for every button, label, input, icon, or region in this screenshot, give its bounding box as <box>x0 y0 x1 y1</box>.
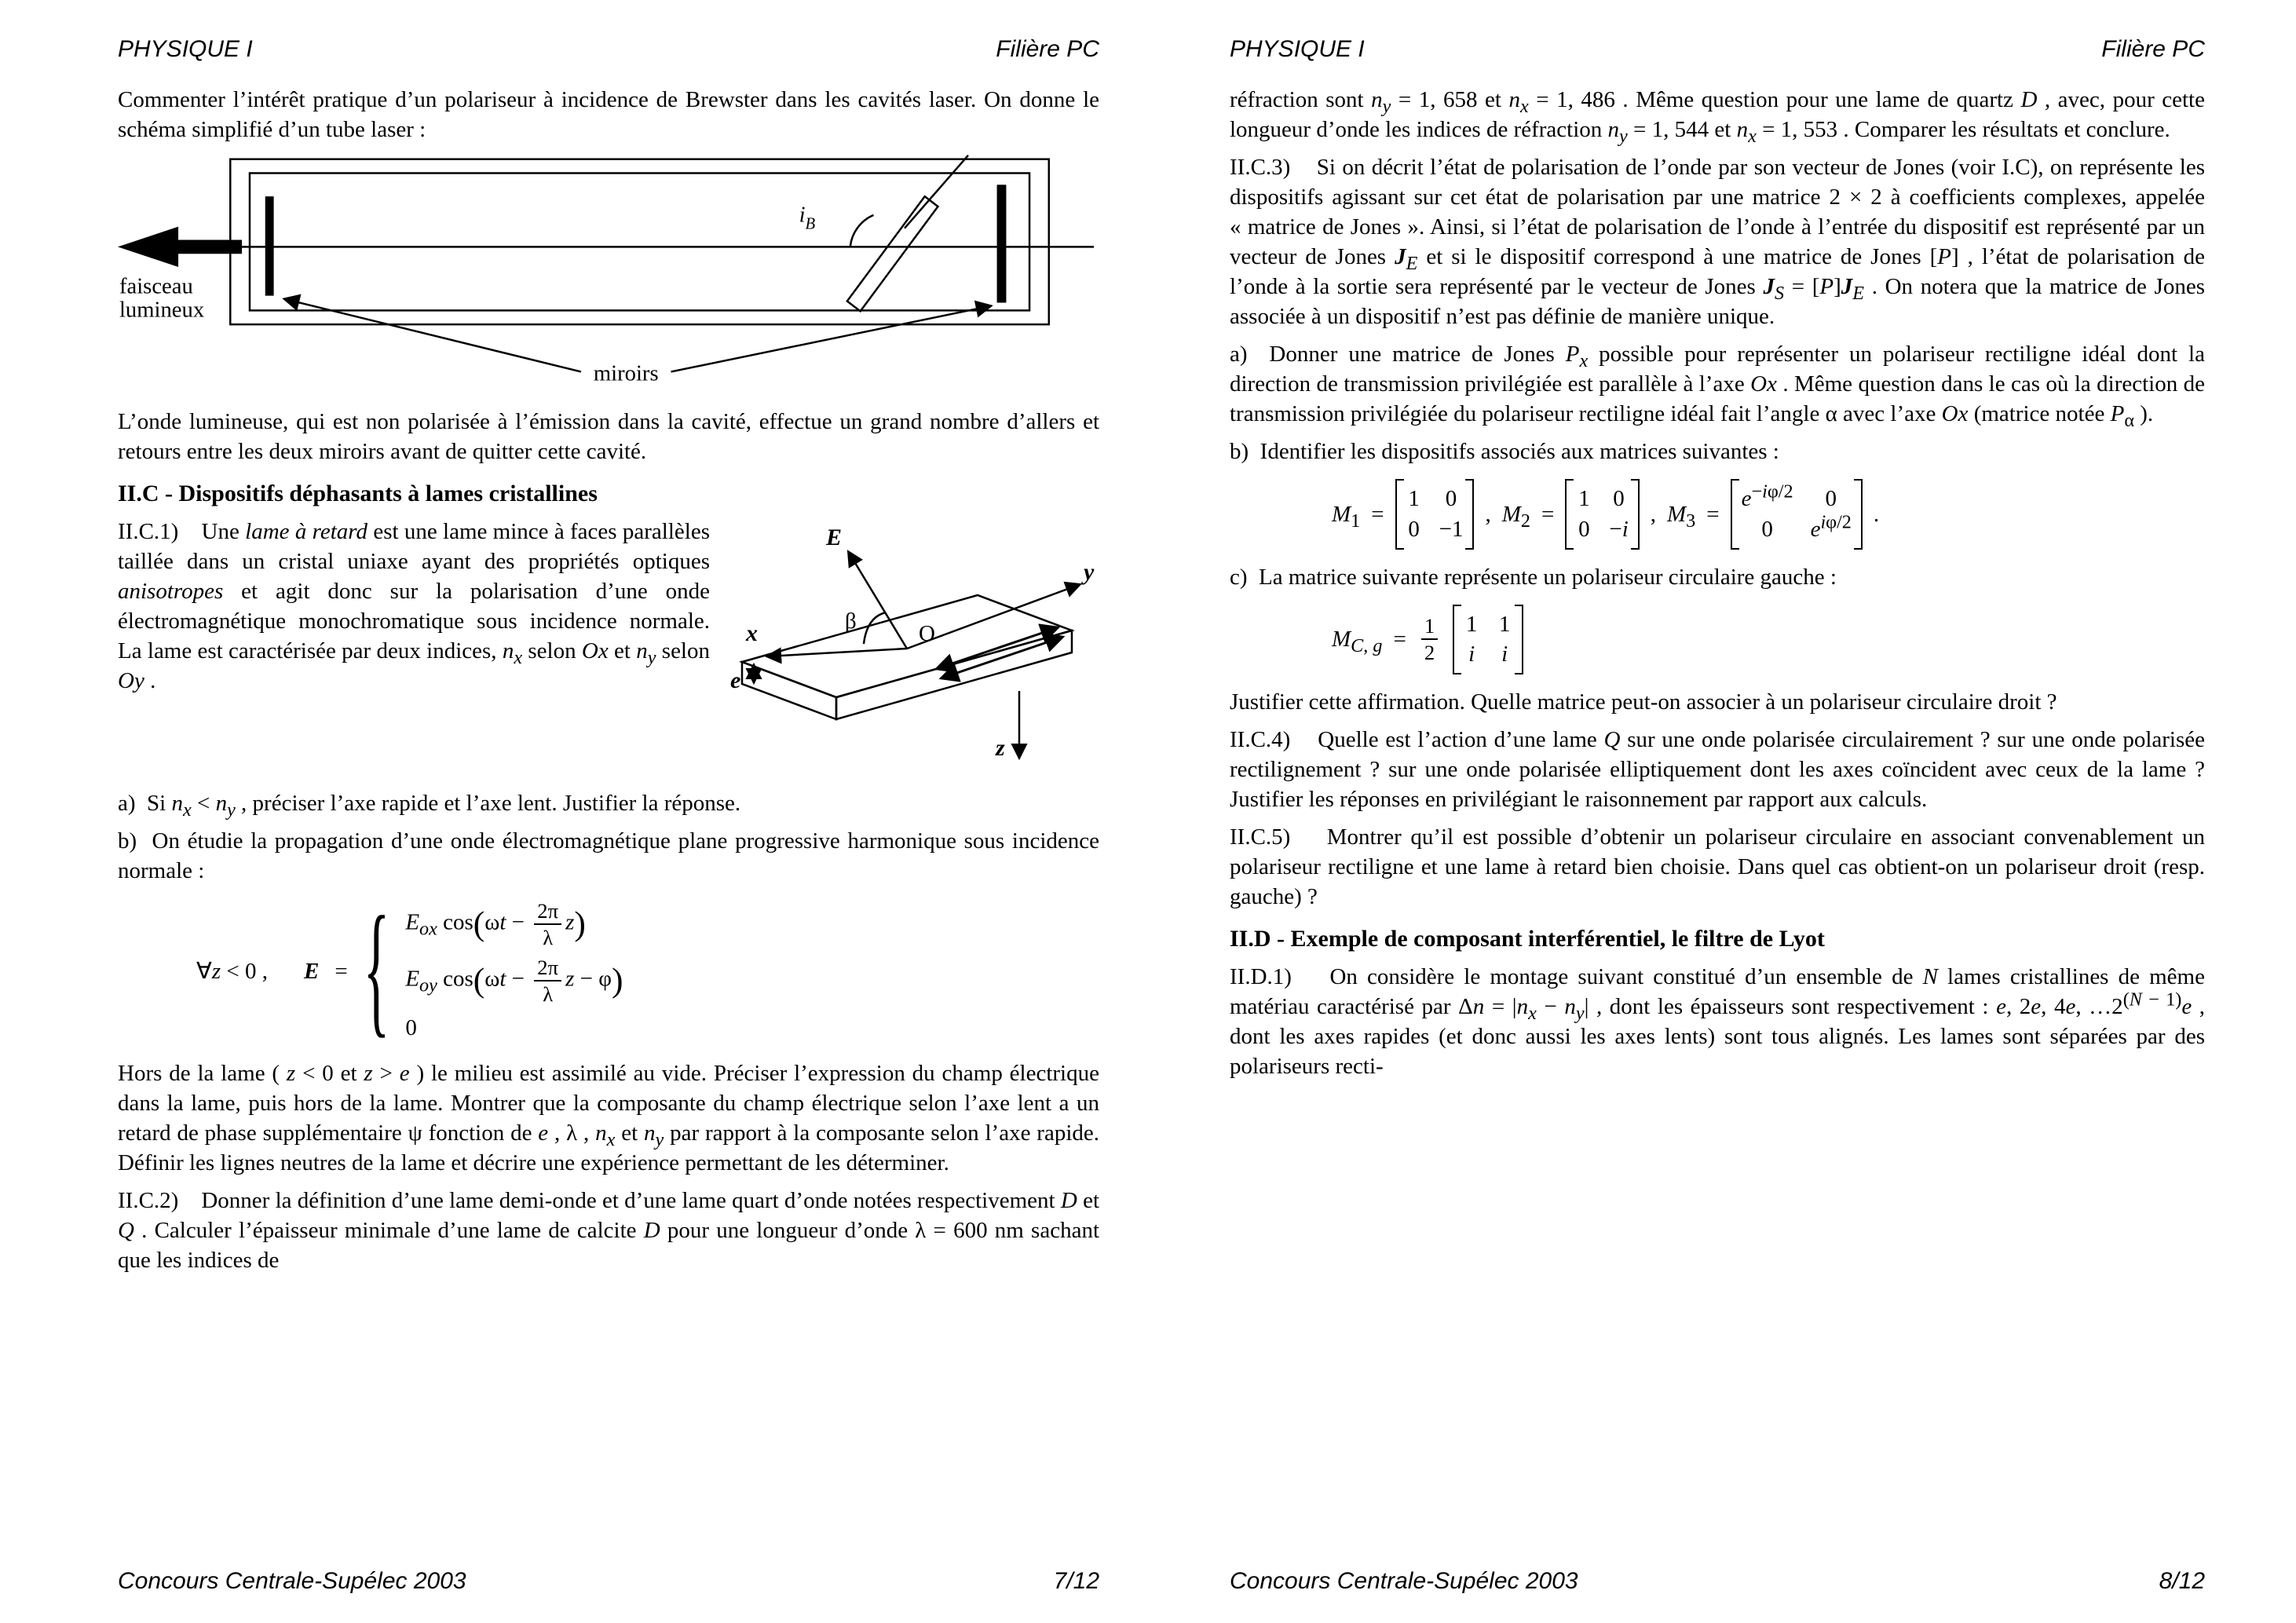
E-label: E <box>826 525 843 550</box>
page-footer <box>118 1551 1099 1595</box>
brewster-angle-arc <box>850 215 874 247</box>
matrix-cell: i <box>1468 642 1475 667</box>
matrix-label: $M_{C, g}$ <box>1332 627 1383 657</box>
filiere-label: Filière PC <box>996 36 1099 62</box>
matrix-cell: 0 <box>1408 516 1420 542</box>
paragraph-iic5: II.C.5) Montrer qu’il est possible d’obtenir un polariseur circulaire en associant convenablement un polariseur rectiligne et une lame à retard bien choisie. Dans quel cas obtient-on un polariseur droit (resp. gauche) ? <box>1230 824 2205 910</box>
paragraph-iic3: II.C.3) Si on décrit l’état de polarisation de l’onde par son vecteur de Jones (voir I.C), on représente les dispositifs agissant sur cet état de polarisation par une matrice 2 × 2 à coefficients complexes, appelée « matrice de Jones ». Ainsi, si l’état de polarisation de l’onde à l’entrée du dispositif est représenté par un vecteur de Jones $J_E$ et si le dispositif correspond à une matrice de Jones [P] , l’état de polarisation de l’onde à la sortie sera représenté par le vecteur de Jones $J_S = [P]J_E$ . On notera que la matrice de Jones associée à un dispositif n’est pas définie de manière unique. <box>1230 155 2205 329</box>
laser-tube-svg <box>118 152 1099 388</box>
matrix-cell: 0 <box>1578 516 1590 542</box>
question-b-right: b) Identifier les dispositifs associés aux matrices suivantes : <box>1230 439 1779 464</box>
paragraph-iic1: II.C.1) Une lame à retard est une lame mince à faces parallèles taillée dans un cristal uniaxe ayant des propriétés optiques anisotropes et agit donc sur la polarisation d’une onde électromagnétique monochromatique sous incidence normale. La lame est caractérisée par deux indices, $n_x$ selon Ox et $n_y$ selon Oy . <box>118 519 710 693</box>
doc-title: PHYSIQUE I <box>1230 36 1365 62</box>
matrix-cell: 1 <box>1465 611 1478 637</box>
matrix-cell: −i <box>1609 516 1629 542</box>
mirror-right <box>997 185 1007 302</box>
paragraph-refraction: réfraction sont $n_y = 1$, 658 et $n_x = 1$, 486 . Même question pour une lame de quartz D , avec, pour cette longueur d’onde les indices de réfraction $n_y = 1$, 544 et $n_x = 1$, 553 . Comparer les résultats et conclure. <box>1230 87 2205 147</box>
laser-tube-figure <box>118 152 1099 396</box>
page-header <box>118 36 1099 63</box>
plate-front-face <box>742 662 836 719</box>
page-number: 8/12 <box>2159 1568 2205 1594</box>
matrix-cell: −1 <box>1439 516 1464 542</box>
field-equation <box>196 888 1099 1052</box>
paragraph-iid1: II.D.1) On considère le montage suivant constitué d’un ensemble de N lames cristallines de même matériau caractérisé par $\Delta n = |n_x - n_y|$ , dont les épaisseurs sont respectivement : e, 2e, 4e, $\dots 2^{(N - 1)}e$ , dont les axes rapides (et donc aussi les axes lents) sont tous alignés. Les lames sont séparées par des polariseurs recti- <box>1230 964 2205 1080</box>
brewster-angle-label: $i_B$ <box>799 202 816 233</box>
matrix-cell: 1 <box>1408 486 1420 511</box>
question-b-left: b) On étudie la propagation d’une onde électromagnétique plane progressive harmonique sous incidence normale : <box>118 828 1099 883</box>
matrix-body <box>1731 479 1863 550</box>
equation-row: $E_{ox}$ cos(ωt − $\frac{2\pi}{\lambda}$ z) <box>405 899 586 950</box>
question-a-left: a) Si $n_x < n_y$ , préciser l’axe rapide et l’axe lent. Justifier la réponse. <box>118 791 741 821</box>
question-a-right: a) Donner une matrice de Jones $P_x$ possible pour représenter un polariseur rectiligne idéal dont la direction de transmission privilégiée est parallèle à l’axe Ox . Même question dans le cas où la direction de transmission privilégiée du polariseur rectiligne idéal fait l’angle α avec l’axe Ox (matrice notée $P_\alpha$ ). <box>1230 342 2205 431</box>
optic-axis-arrow-1 <box>936 627 1058 669</box>
period: . <box>1873 501 1880 527</box>
separator: , <box>1650 501 1656 527</box>
paragraph-iic4: II.C.4) Quelle est l’action d’une lame Q sur une onde polarisée circulairement ? sur une onde polarisée rectilignement ? sur une onde polarisée elliptiquement dont les axes coïncident avec ceux de la lame ? Justifier les réponses en privilégiant le raisonnement par rapport aux calculs. <box>1230 727 2205 813</box>
tube-outer-wall <box>230 159 1048 324</box>
beta-angle-arc <box>864 612 886 644</box>
equation-quantifier: ∀z < 0 , <box>196 959 268 985</box>
matrix-label: $M_2$ <box>1501 501 1530 532</box>
z-label: z <box>996 735 1005 761</box>
page-body <box>118 85 1099 1551</box>
question-c-right: c) La matrice suivante représente un polariseur circulaire gauche : <box>1230 564 1837 590</box>
denominator: 2 <box>1424 641 1435 665</box>
equals-sign: = <box>1393 627 1406 652</box>
matrix-cell: 0 <box>1613 486 1625 511</box>
jones-matrices-line <box>1332 479 2205 550</box>
brewster-plate <box>847 196 938 311</box>
matrix-cell: $e^{-i\varphi/2}$ <box>1741 481 1793 511</box>
x-label: x <box>746 620 758 646</box>
matrix-m2 <box>1502 479 1640 550</box>
equation-lhs: E <box>304 959 320 985</box>
plate-normal-line <box>905 155 968 228</box>
matrix-body <box>1395 479 1475 550</box>
paragraph-justifier: Justifier cette affirmation. Quelle matrice peut-on associer à un polariseur circulaire droit ? <box>1230 689 2057 715</box>
paragraph-onde: L’onde lumineuse, qui est non polarisée à l’émission dans la cavité, effectue un grand nombre d’allers et retours entre les deux miroirs avant de quitter cette cavité. <box>118 409 1099 464</box>
paragraph-iic2: II.C.2) Donner la définition d’une lame demi-onde et d’une lame quart d’onde notées respectivement D et Q . Calculer l’épaisseur minimale d’une lame de calcite D pour une longueur d’onde λ = 600 nm sachant que les indices de <box>118 1188 1099 1274</box>
matrix-cell: 1 <box>1578 486 1590 511</box>
page-8 <box>1148 0 2296 1623</box>
brace-glyph: { <box>363 888 390 1052</box>
equation-rows <box>405 900 623 1043</box>
page-number: 7/12 <box>1053 1568 1099 1594</box>
crystal-plate-svg <box>730 517 1099 776</box>
filiere-label: Filière PC <box>2101 36 2205 62</box>
matrix-cell: 0 <box>1761 516 1773 542</box>
matrix-body <box>1565 479 1639 550</box>
doc-title: PHYSIQUE I <box>118 36 253 62</box>
matrix-cell: 0 <box>1445 486 1457 511</box>
y-label: y <box>1084 559 1095 585</box>
matrix-m3 <box>1667 479 1863 550</box>
page-footer <box>1230 1551 2205 1595</box>
matrix-body <box>1453 605 1523 675</box>
thickness-label: e <box>730 667 741 693</box>
matrix-cell: $e^{i\varphi/2}$ <box>1810 511 1852 542</box>
matrix-mcg <box>1332 605 1523 675</box>
e-field-arrow <box>848 551 907 649</box>
equation-row: $E_{oy}$ cos(ωt − $\frac{2\pi}{\lambda}$ z − φ) <box>405 956 623 1007</box>
matrix-m1 <box>1332 479 1474 550</box>
numerator: 1 <box>1421 615 1438 640</box>
beam-label-line2: lumineux <box>119 297 205 323</box>
mirrors-pointer-right <box>671 305 992 371</box>
equals-sign: = <box>1706 501 1720 527</box>
origin-label: O <box>919 621 935 646</box>
section-iic1 <box>118 517 1099 761</box>
paragraph-intro: Commenter l’intérêt pratique d’un polariseur à incidence de Brewster dans les cavités laser. On donne le schéma simplifié d’un tube laser : <box>118 87 1099 142</box>
concours-label: Concours Centrale-Supélec 2003 <box>1230 1568 1578 1594</box>
matrix-cell: i <box>1501 642 1508 667</box>
mirror-left <box>265 196 274 295</box>
crystal-plate-figure <box>730 517 1099 784</box>
page-header <box>1230 36 2205 63</box>
heading-iic: II.C - Dispositifs déphasants à lames cristallines <box>118 481 598 506</box>
beta-label: β <box>845 609 857 634</box>
equals-sign: = <box>1541 501 1555 527</box>
matrix-label: $M_3$ <box>1667 501 1696 532</box>
matrix-cell: 0 <box>1825 486 1837 511</box>
mirrors-label: miroirs <box>593 360 659 386</box>
matrix-label: $M_1$ <box>1332 501 1361 532</box>
concours-label: Concours Centrale-Supélec 2003 <box>118 1568 466 1594</box>
paragraph-hors-lame: Hors de la lame ( z < 0 et z > e ) le milieu est assimilé au vide. Préciser l’expression du champ électrique dans la lame, puis hors de la lame. Montrer que la composante du champ électrique selon l’axe lent a un retard de phase supplémentaire ψ fonction de e , λ , $n_x$ et $n_y$ par rapport à la composante selon l’axe rapide. Définir les lignes neutres de la lame et décrire une expérience permettant de les déterminer. <box>118 1061 1099 1176</box>
separator: , <box>1485 501 1491 527</box>
equation-row: 0 <box>405 1015 417 1041</box>
page-body <box>1230 85 2205 1551</box>
matrix-circular-left-line <box>1332 605 2205 675</box>
matrix-cell: 1 <box>1498 611 1511 637</box>
equals-sign: = <box>1371 501 1384 527</box>
coefficient-half <box>1421 615 1438 663</box>
beam-label-line1: faisceau <box>119 273 193 299</box>
heading-iid: II.D - Exemple de composant interférentiel, le filtre de Lyot <box>1230 926 1825 952</box>
plate-top-face <box>742 595 1072 697</box>
output-beam-arrow <box>118 227 242 267</box>
equals-sign: = <box>335 959 348 985</box>
